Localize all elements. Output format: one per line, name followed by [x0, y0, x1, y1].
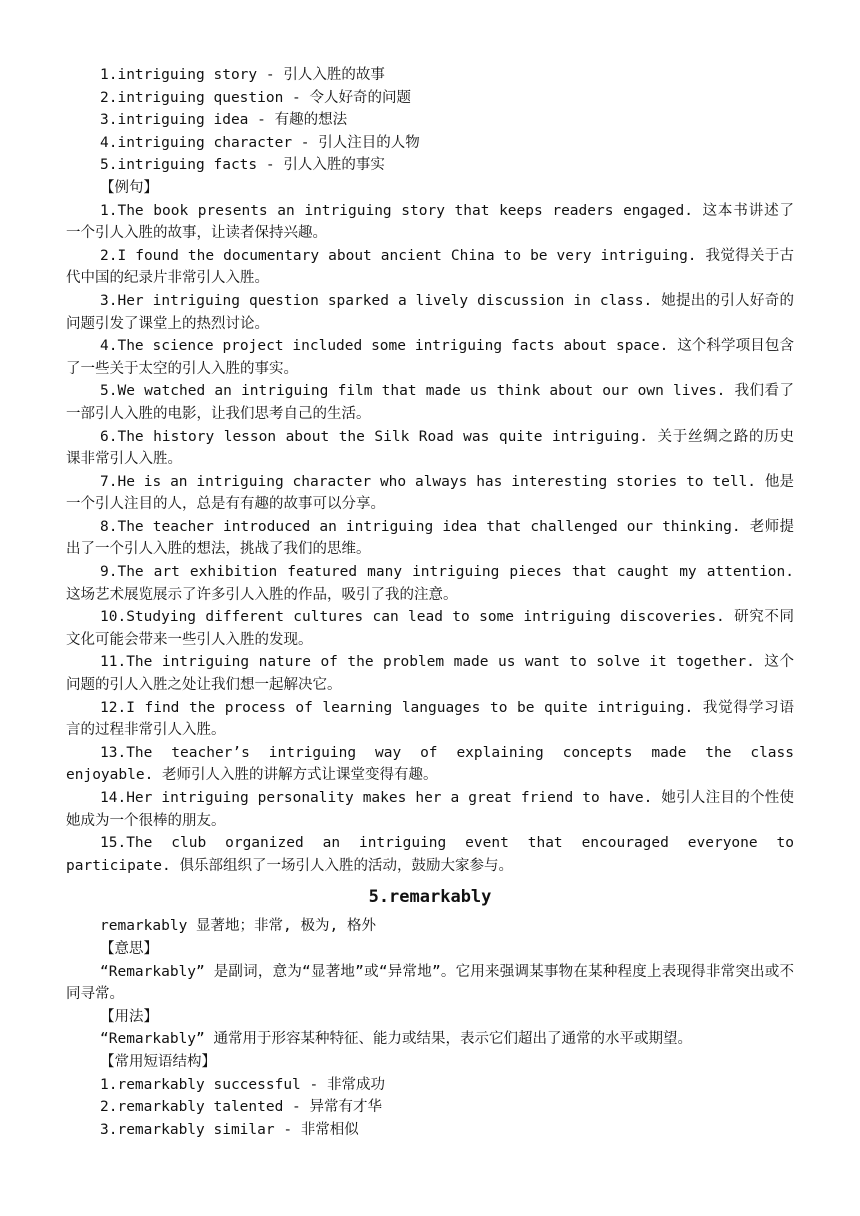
- definition-line: remarkably 显著地；非常, 极为, 格外: [100, 918, 376, 935]
- example-sentence: 14.Her intriguing personality makes her a great friend to have. 她引人注目的个性使她成为一个很棒的朋友。: [66, 790, 794, 829]
- phrase-item: 3.intriguing idea - 有趣的想法: [100, 112, 348, 129]
- meaning-header: 【意思】: [100, 940, 158, 957]
- usage-text: “Remarkably” 通常用于形容某种特征、能力或结果，表示它们超出了通常的水平或期望。: [100, 1031, 692, 1048]
- example-sentence: 7.He is an intriguing character who always has interesting stories to tell. 他是一个引人注目的人，总是有有趣的故事可以分享。: [66, 473, 794, 513]
- example-sentence: 8.The teacher introduced an intriguing idea that challenged our thinking. 老师提出了一个引人入胜的想法，挑战了我们的思维。: [66, 518, 794, 558]
- example-sentence: 15.The club organized an intriguing event that encouraged everyone to participate. 俱乐部组织了一场引人入胜的活动，鼓励大家参与。: [66, 835, 794, 874]
- phrase-item: 2.intriguing question - 令人好奇的问题: [100, 89, 412, 106]
- phrase-item: 1.intriguing story - 引人入胜的故事: [100, 67, 385, 83]
- example-sentence: 4.The science project included some intriguing facts about space. 这个科学项目包含了一些关于太空的引人入胜的事实。: [66, 338, 794, 377]
- phrase-item: 3.remarkably similar - 非常相似: [100, 1121, 359, 1138]
- usage-header: 【用法】: [100, 1008, 158, 1025]
- examples-header: 【例句】: [100, 179, 158, 196]
- example-sentence: 10.Studying different cultures can lead to some intriguing discoveries. 研究不同文化可能会带来一些引人入胜的发现。: [66, 609, 794, 648]
- phrase-item: 4.intriguing character - 引人注目的人物: [100, 134, 420, 151]
- example-sentence: 2.I found the documentary about ancient China to be very intriguing. 我觉得关于古代中国的纪录片非常引人入胜。: [66, 247, 794, 287]
- example-sentence: 12.I find the process of learning languages to be quite intriguing. 我觉得学习语言的过程非常引人入胜。: [66, 699, 794, 739]
- example-sentence: 5.We watched an intriguing film that made us think about our own lives. 我们看了一部引人入胜的电影，让我们思考自己的生活。: [66, 383, 794, 422]
- phrases-header: 【常用短语结构】: [100, 1053, 216, 1070]
- section-title: 5.remarkably: [368, 887, 492, 908]
- phrase-item: 5.intriguing facts - 引人入胜的事实: [100, 157, 385, 174]
- example-sentence: 11.The intriguing nature of the problem made us want to solve it together. 这个问题的引人入胜之处让我们想一起解决它。: [66, 654, 794, 694]
- example-sentence: 13.The teacher’s intriguing way of explaining concepts made the class enjoyable. 老师引人入胜的讲解方式让课堂变得有趣。: [66, 744, 794, 784]
- example-sentence: 1.The book presents an intriguing story that keeps readers engaged. 这本书讲述了一个引人入胜的故事，让读者保持兴趣。: [66, 202, 794, 242]
- example-sentence: 9.The art exhibition featured many intriguing pieces that caught my attention. 这场艺术展览展示了许多引人入胜的作品，吸引了我的注意。: [66, 564, 794, 603]
- document-body: [66, 64, 794, 1141]
- example-sentence: 6.The history lesson about the Silk Road was quite intriguing. 关于丝绸之路的历史课非常引人入胜。: [66, 428, 794, 468]
- example-sentence: 3.Her intriguing question sparked a lively discussion in class. 她提出的引人好奇的问题引发了课堂上的热烈讨论。: [66, 292, 794, 332]
- phrase-item: 2.remarkably talented - 异常有才华: [100, 1099, 383, 1116]
- meaning-text: “Remarkably” 是副词，意为“显著地”或“异常地”。它用来强调某事物在某种程度上表现得非常突出或不同寻常。: [66, 963, 794, 1003]
- phrase-item: 1.remarkably successful - 非常成功: [100, 1076, 385, 1093]
